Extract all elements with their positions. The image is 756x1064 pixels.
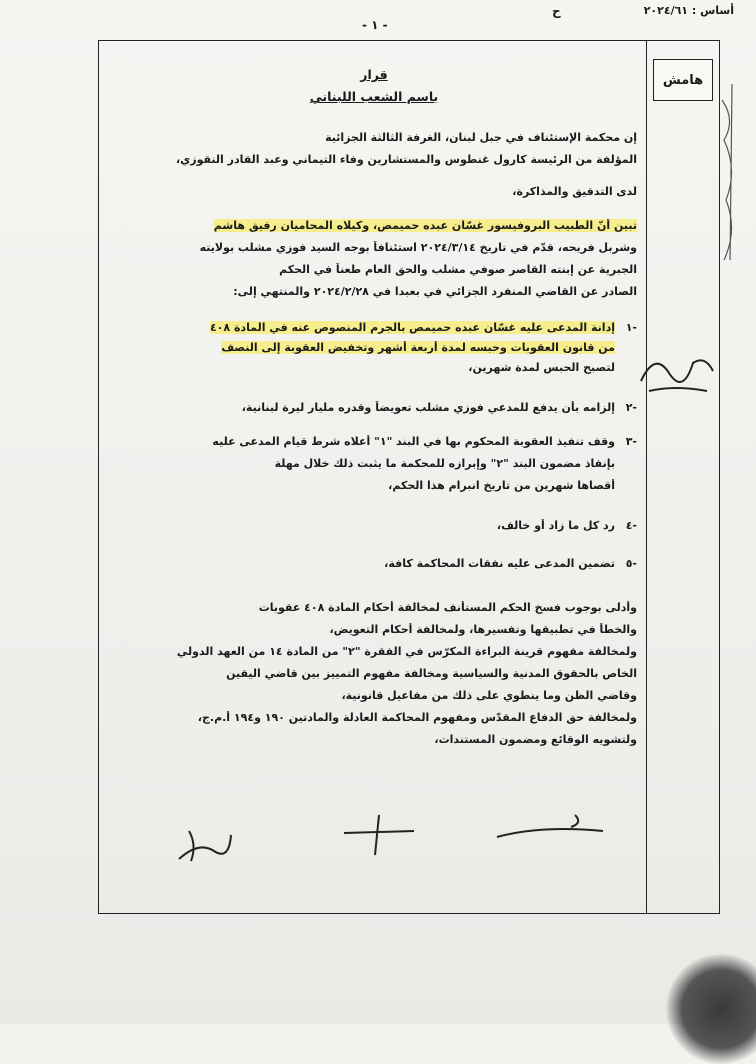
fact-line-highlighted: تبين أنّ الطبيب البروفيسور غسّان عبده حميمص، وكيلاه المحاميان رفيق هاشم [213, 219, 637, 232]
item-number: -٢ [625, 401, 637, 414]
judge-signature-left [169, 821, 239, 871]
ground-line: ولمخالفة حق الدفاع المقدّس ومفهوم المحاكمة العادلة والمادتين ١٩٠ و١٩٤ أ.م.ج، [197, 711, 637, 724]
judge-signature-middle [339, 811, 419, 861]
ground-line: وأدلى بوجوب فسخ الحكم المستأنف لمخالفة أحكام المادة ٤٠٨ عقوبات [258, 601, 637, 614]
ground-line: ولمخالفة مفهوم قرينة البراءة المكرّس في الفقرة "٢" من المادة ١٤ من العهد الدولي [176, 645, 637, 658]
item-line: إلزامه بأن يدفع للمدعي فوزي مشلب تعويضاً وقدره مليار ليرة لبنانية، [241, 401, 615, 414]
margin-stamp-text [712, 80, 752, 260]
intro-line: المؤلفة من الرئيسة كارول غنطوس والمستشارين وفاء التيماني وعبد القادر النقوزي، [175, 153, 637, 166]
item-line-highlighted: من قانون العقوبات وحبسه لمدة أربعة أشهر وتخفيض العقوبة إلى النصف [221, 341, 615, 354]
item-line: وقف تنفيذ العقوبة المحكوم بها في البند "١" أعلاه شرط قيام المدعى عليه [212, 435, 615, 448]
item-line: أقصاها شهرين من تاريخ انبرام هذا الحكم، [388, 479, 615, 492]
item-line: تضمين المدعى عليه نفقات المحاكمة كافة، [384, 557, 615, 570]
decision-subtitle: باسم الشعب اللبناني [309, 89, 439, 104]
item-line: رد كل ما زاد أو خالف، [496, 519, 615, 532]
judge-signature-right [491, 809, 611, 849]
handwritten-registration-note [635, 341, 719, 401]
intro-line: إن محكمة الإستئناف في جبل لبنان، الغرفة الثالثة الجزائية [325, 131, 637, 144]
fact-line: الصادر عن القاضي المنفرد الجزائي في بعبدا في ٢٠٢٤/٢/٢٨ والمنتهي إلى: [233, 285, 637, 298]
header-mark: ح [552, 4, 561, 18]
fact-line: وشربل فريحه، قدّم في تاريخ ٢٠٢٤/٣/١٤ استئنافاً بوجه السيد فوزي مشلب بولايته [199, 241, 637, 254]
fact-line: الجبرية عن إبنته القاصر صوفي مشلب والحق العام طعناً في الحكم [279, 263, 637, 276]
item-number: -١ [625, 321, 637, 334]
item-number: -٣ [625, 435, 637, 448]
ground-line: ولتشويه الوقائع ومضمون المستندات، [434, 733, 637, 746]
review-line: لدى التدقيق والمذاكرة، [512, 185, 637, 198]
document-frame [98, 40, 720, 914]
margin-column [646, 41, 719, 913]
item-line: بإنفاذ مضمون البند "٢" وإبرازه للمحكمة ما يثبت ذلك خلال مهلة [274, 457, 615, 470]
ground-line: وقاضي الظن وما ينطوي على ذلك من مفاعيل قانونية، [341, 689, 637, 702]
item-number: -٤ [625, 519, 637, 532]
item-number: -٥ [625, 557, 637, 570]
corner-shadow [666, 954, 756, 1064]
ground-line: الخاص بالحقوق المدنية والسياسية ومخالفة مفهوم التمييز بين قاضي اليقين [226, 667, 637, 680]
decision-body [111, 41, 637, 913]
page-number: - ١ - [362, 18, 388, 32]
ground-line: والخطأ في تطبيقها وتفسيرها، ولمخالفة أحكام التعويض، [329, 623, 637, 636]
item-line-highlighted: إدانة المدعى عليه غسّان عبده حميمص بالجرم المنصوص عنه في المادة ٤٠٨ [209, 321, 615, 334]
margin-title: هامش [653, 59, 713, 101]
item-line: لتصبح الحبس لمدة شهرين، [468, 361, 615, 374]
case-reference: أساس : ٢٠٢٤/٦١ [643, 4, 734, 17]
decision-title: قرار [360, 67, 388, 82]
